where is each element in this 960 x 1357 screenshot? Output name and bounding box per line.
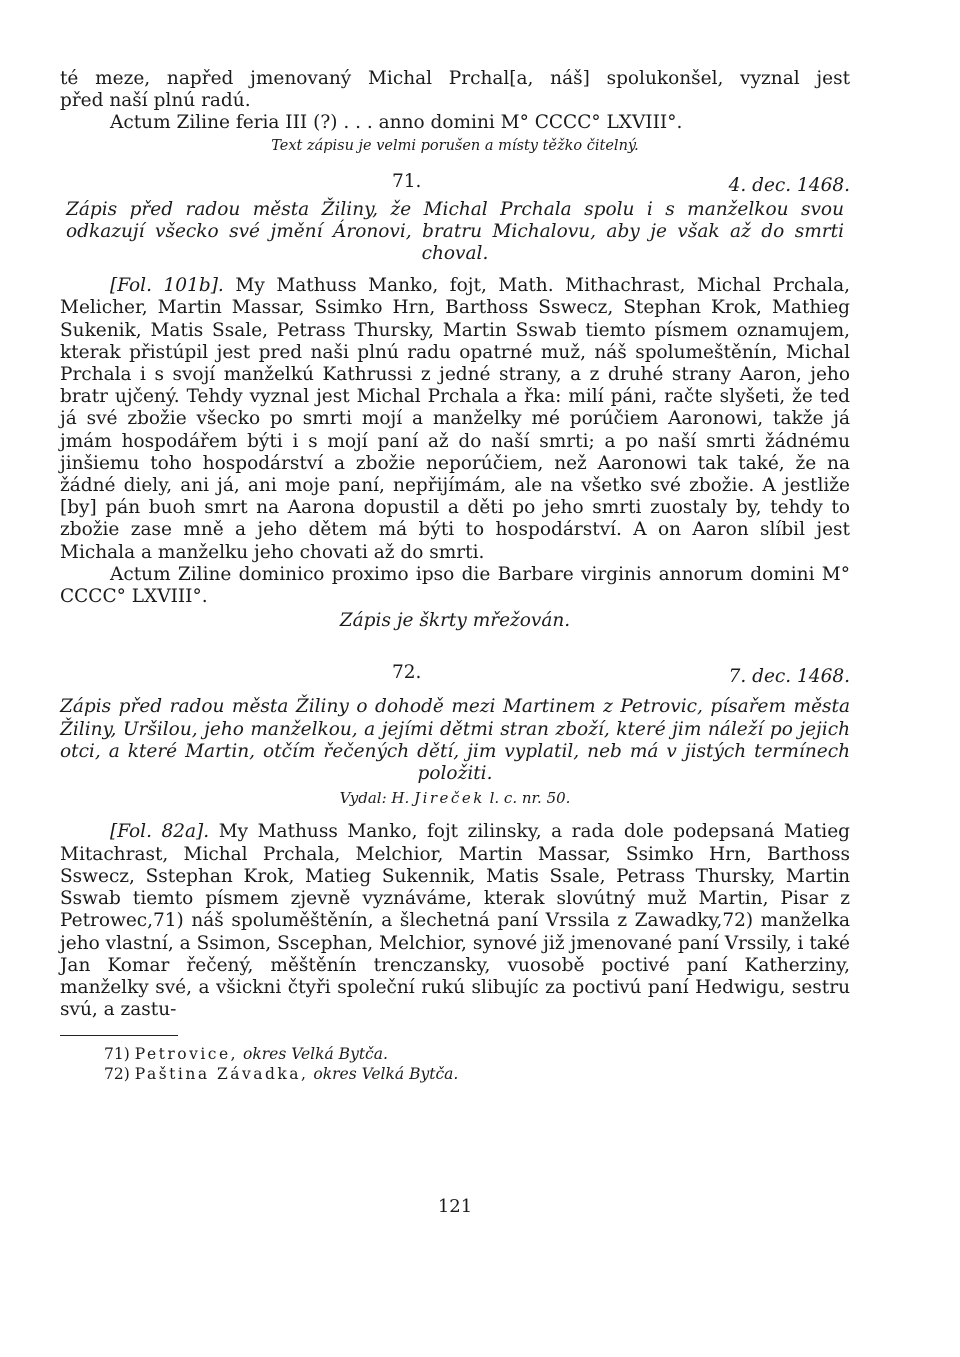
footnote-72-mark: 72) [104, 1065, 130, 1084]
entry-72-folio: [Fol. 82a]. [110, 821, 210, 843]
footnote-71 [60, 1044, 850, 1064]
entry-72-date: 7. dec. 1468. [728, 666, 850, 688]
intro-line-2: před naší plnú radú. [60, 90, 251, 112]
entry-72-summary: Zápis před radou města Žiliny o dohodě mezi Martinem z Petrovic, písařem města Žiliny, Uršilou, jeho manželkou, a jejími dětmi stran zboží, které jim náleží po jejich otci, a které Martin, otčím řečených dětí, jim vyplatil, neb má v jistých termínech položiti. [60, 696, 850, 785]
footnote-71-place: Petrovice, [134, 1045, 239, 1064]
entry-71-body [60, 275, 850, 564]
entry-72-number: 72. [392, 662, 422, 684]
entry-71-note: Zápis je škrty mřežován. [339, 610, 571, 632]
footnote-71-mark: 71) [104, 1045, 130, 1064]
document-page [60, 68, 851, 1217]
entry-71-folio: [Fol. 101b]. [110, 275, 224, 297]
edition-reference: l. c. nr. 50. [489, 789, 571, 808]
actum-line-1: Actum Ziline feria III (?) . . . anno domini M° CCCC° LXVIII°. [110, 112, 683, 134]
footnote-72-district: okres Velká Bytča. [313, 1065, 459, 1084]
entry-71-summary: Zápis před radou města Žiliny, že Michal Prchala spolu i s manželkou svou odkazují všecko své jmění Áronovi, bratru Michalovu, aby je však až do smrti choval. [66, 198, 844, 265]
edition-author: Jireček [414, 789, 485, 808]
entry-72-heading [60, 662, 850, 690]
entry-72-text: My Mathuss Manko, fojt zilinsky, a rada dole podepsaná Matieg Mitachrast, Michal Prchala, Melchior, Martin Massar, Ssimko Hrn, Barthoss Sswecz, Sstephan Krok, Matieg Sukennik, Matis Ssale, Petrass Thursky, Martin Sswab tiemto písmem zjevně vyznáváme, kterak slovútný muž Martin, Pisar z Petrowec,71) náš spoluměštěnín, a šlechetná paní Vrssila z Zawadky,72) manželka jeho vlastní, a Ssimon, Sscephan, Melchior, synové již jmenované paní Vrssily, i také Jan Komar řečený, měštěnín trenczansky, vuosobě poctivé paní Katherziny, manželky své, a všickni čtyři společní rukú slibujíc za poctivú paní Hedwigu, sestru svú, a zastu- [60, 821, 850, 1021]
entry-71-text: My Mathuss Manko, fojt, Math. Mithachrast, Michal Prchala, Melicher, Martin Massar, Ssimko Hrn, Barthoss Sswecz, Stephan Krok, Mathieg Sukenik, Matis Ssale, Petrass Thursky, Martin Sswab tiemto písmem oznamujem, kterak přistúpil jest pred naši plnú radu opatrné muž, náš spolumeštěnín, Michal Prchala i s svojí manželkú Kathrussi z jedné strany, a z druhé strany Aaron, jeho bratr ujčený. Tehdy vyznal jest Michal Prchala a řka: milí páni, račte slyšeti, že ted já své zbožie všecko po smrti mojí a manželky mé porúčiem Aaronowi, takže já jmám hospodářem býti i s mojí paní až do naší smrti; a po naší smrti žádnému jinšiemu toho hospodárství a zbožie neporúčiem, než Aaronowi tak také, že na žádné diely, ani já, ani moje paní, nepřijímám, ale na všetko své zbožie. A jestliže [by] pán buoh smrt na Aarona dopustil a děti po jeho smrti zuostaly by, tehdy to zbožie zase mně a jeho dětem má býti to hospodárství. A on Aaron slíbil jest Michala a manželku jeho chovati až do smrti. [60, 275, 851, 563]
footnote-72 [60, 1064, 850, 1084]
entry-71-date: 4. dec. 1468. [728, 174, 850, 196]
entry-71-heading [60, 171, 850, 199]
footnote-72-place: Paština Závadka, [134, 1065, 309, 1084]
intro-line-1: té meze, napřed jmenovaný Michal Prchal[a, náš] spolukonšel, vyznal jest [60, 68, 850, 89]
editor-note-1: Text zápisu je velmi porušen a místy těžko čitelný. [271, 137, 639, 154]
entry-71-number: 71. [392, 170, 422, 192]
entry-72-body [60, 821, 850, 1021]
footnote-divider [60, 1035, 178, 1036]
entry-71-actum: Actum Ziline dominico proximo ipso die Barbare virginis annorum domini M° CCCC° LXVIII°. [60, 563, 850, 608]
page-number: 121 [437, 1196, 473, 1217]
footnote-71-district: okres Velká Bytča. [243, 1045, 388, 1064]
edition-label: Vydal: H. [339, 789, 410, 808]
entry-72-edition [60, 787, 850, 809]
